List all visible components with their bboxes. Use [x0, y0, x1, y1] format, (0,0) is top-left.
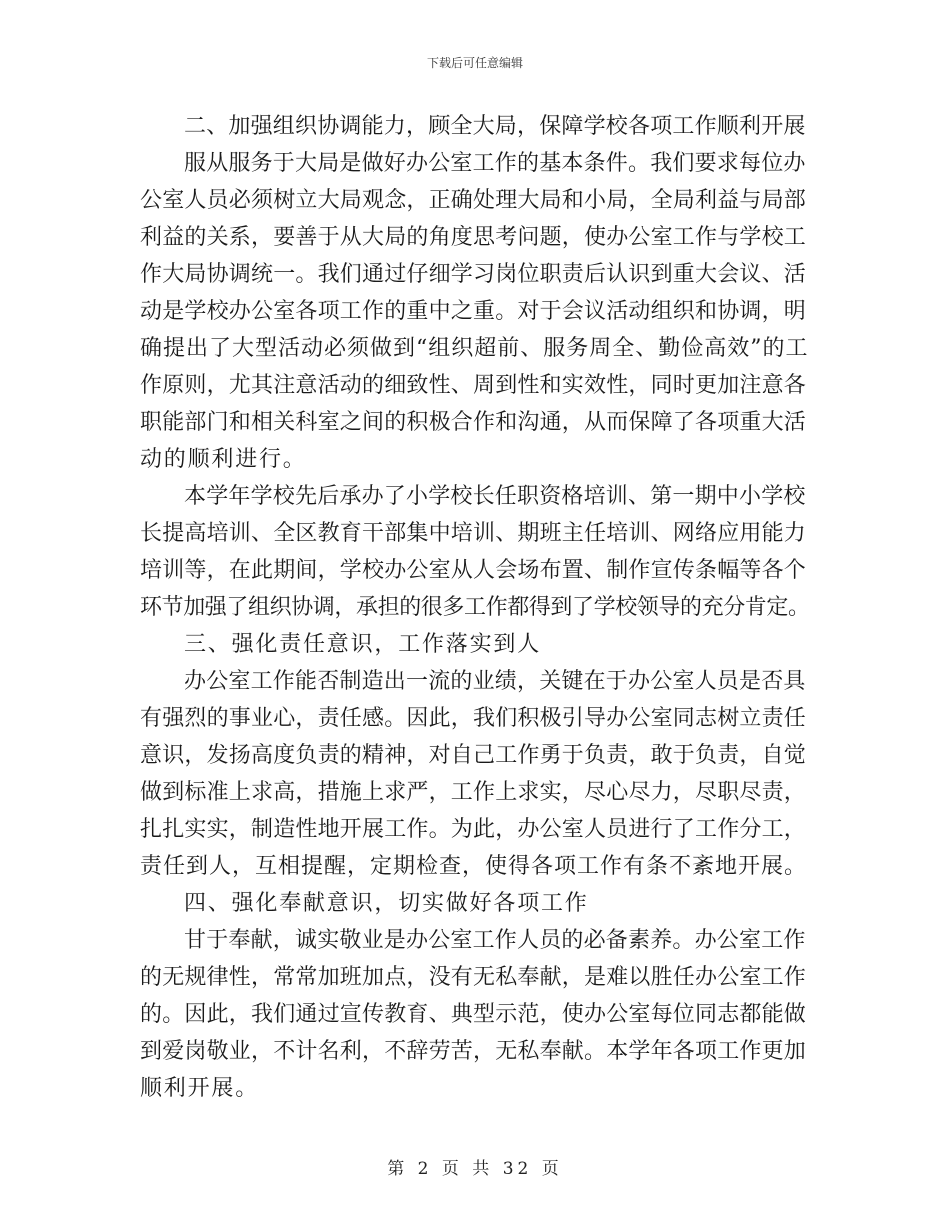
- text-line: 培训等，在此期间，学校办公室从人会场布置、制作宣传条幅等各个: [140, 558, 807, 583]
- text-line: 三、强化责任意识，工作落实到人: [184, 632, 542, 657]
- text-line: 动的顺利进行。: [140, 447, 307, 472]
- text-line: 利益的关系，要善于从大局的角度思考问题，使办公室工作与学校工: [140, 225, 807, 250]
- text-line: 的无规律性，常常加班加点，没有无私奉献，是难以胜任办公室工作: [140, 965, 807, 990]
- text-line: 甘于奉献，诚实敬业是办公室工作人员的必备素养。办公室工作: [184, 928, 806, 953]
- text-line: 有强烈的事业心，责任感。因此，我们积极引导办公室同志树立责任: [140, 706, 807, 731]
- text-line: 的。因此，我们通过宣传教育、典型示范，使办公室每位同志都能做: [140, 1002, 807, 1027]
- text-line: 本学年学校先后承办了小学校长任职资格培训、第一期中小学校: [184, 484, 806, 509]
- text-line: 扎扎实实，制造性地开展工作。为此，办公室人员进行了工作分工，: [140, 817, 807, 842]
- text-line: 作大局协调统一。我们通过仔细学习岗位职责后认识到重大会议、活: [140, 262, 807, 287]
- text-line: 动是学校办公室各项工作的重中之重。对于会议活动组织和协调，明: [140, 299, 807, 324]
- text-line: 办公室工作能否制造出一流的业绩，关键在于办公室人员是否具: [184, 669, 806, 694]
- text-line: 职能部门和相关科室之间的积极合作和沟通，从而保障了各项重大活: [140, 410, 807, 435]
- text-line: 作原则，尤其注意活动的细致性、周到性和实效性，同时更加注意各: [140, 373, 807, 398]
- page-header: 下载后可任意编辑: [426, 56, 523, 70]
- text-line: 确提出了大型活动必须做到“组织超前、服务周全、勤俭高效”的工: [140, 336, 809, 361]
- text-line: 长提高培训、全区教育干部集中培训、期班主任培训、网络应用能力: [140, 521, 807, 546]
- text-line: 做到标准上求高，措施上求严，工作上求实，尽心尽力，尽职尽责，: [140, 780, 807, 805]
- text-line: 意识，发扬高度负责的精神，对自己工作勇于负责，敢于负责，自觉: [140, 743, 807, 768]
- text-line: 环节加强了组织协调，承担的很多工作都得到了学校领导的充分肯定。: [140, 595, 810, 620]
- text-line: 到爱岗敬业，不计名利，不辞劳苦，无私奉献。本学年各项工作更加: [140, 1039, 807, 1064]
- text-line: 公室人员必须树立大局观念，正确处理大局和小局，全局利益与局部: [140, 188, 807, 213]
- text-line: 四、强化奉献意识，切实做好各项工作: [184, 891, 589, 916]
- text-line: 顺利开展。: [140, 1076, 260, 1101]
- text-line: 责任到人，互相提醒，定期检查，使得各项工作有条不紊地开展。: [140, 854, 808, 879]
- document-body: [140, 108, 810, 1107]
- text-line: 服从服务于大局是做好办公室工作的基本条件。我们要求每位办: [184, 151, 806, 176]
- text-line: 二、加强组织协调能力，顾全大局，保障学校各项工作顺利开展: [184, 114, 806, 139]
- page-footer: 第 2 页 共 32 页: [387, 1159, 563, 1179]
